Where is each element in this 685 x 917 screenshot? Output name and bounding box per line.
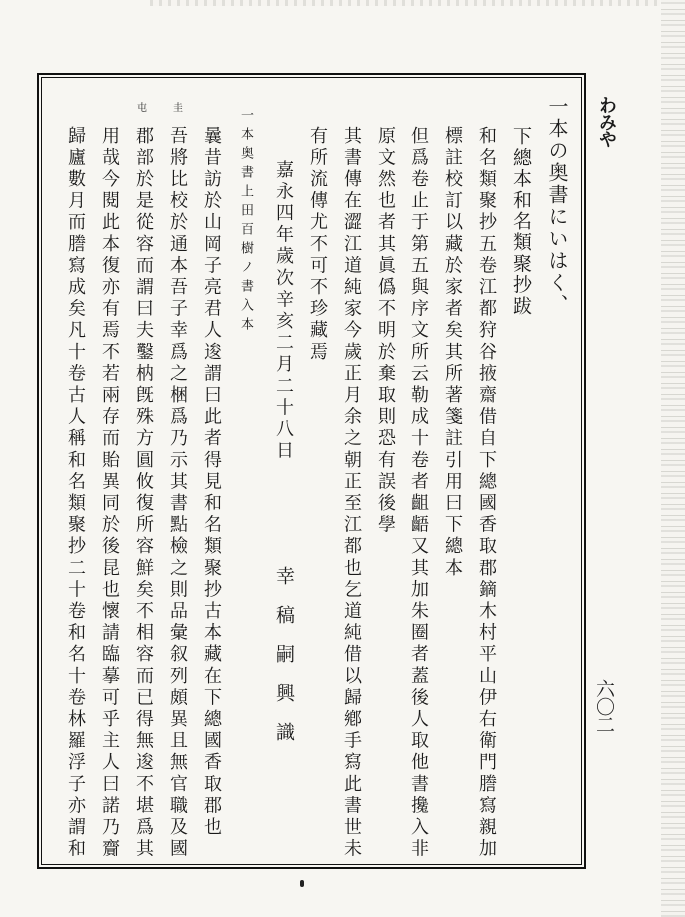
text-column-4: 標註校訂以藏於家者矣其所著箋註引用曰下總本 (442, 126, 463, 580)
text-column-13: 郡部於是從容而謂曰夫鑿枘旣殊方圓攸復所容鮮矣不相容而已得無逡不堪爲其 (133, 126, 154, 861)
text-column-1: 一本の奥書にいはく、 (545, 96, 569, 316)
text-column-5: 但爲卷止于第五與序文所云勒成十卷者齟齬又其加朱圈者蓋後人取他書攙入非 (408, 126, 429, 861)
scan-edge-top (150, 0, 660, 6)
text-column-10: 一本奥書上田百樹ノ書入本 (238, 108, 253, 336)
text-column-9-signature: 幸稿嗣興識 (273, 566, 295, 761)
text-column-6: 原文然也者其眞僞不明於棄取則恐有誤後學 (375, 126, 396, 537)
text-column-3: 和名類聚抄五卷江都狩谷掖齋借自下總國香取郡鏑木村平山伊右衛門謄寫親加 (476, 126, 497, 861)
text-column-14: 用哉今閱此本復亦有焉不若兩存而貽異同於後昆也懷請臨摹可乎主人曰諾乃齎 (99, 126, 120, 861)
text-column-2: 下總本和名類聚抄跋 (510, 126, 532, 317)
ink-speck (300, 880, 304, 887)
text-column-7: 其書傳在澀江道純家今歲正月余之朝正至江都也乞道純借以歸鄕手寫此書世未 (341, 126, 362, 861)
page-number: 六〇二 (593, 679, 615, 733)
text-column-12: 吾將比校於通本吾子幸爲之梱爲乃示其書點檢之則品彙叙列頗異且無官職及國 (167, 126, 188, 861)
scan-edge-right (661, 0, 685, 917)
running-header-title: わみや (596, 96, 617, 147)
text-column-15: 歸廬數月而謄寫成矣凡十卷古人稱和名類聚抄二十卷和名十卷林羅浮子亦謂和 (65, 126, 86, 861)
margin-mark-1: 圭 (173, 103, 183, 114)
margin-mark-2: 屯 (137, 103, 147, 114)
text-column-11: 曩昔訪於山岡子亮君人逡謂曰此者得見和名類聚抄古本藏在下總國香取郡也 (201, 126, 222, 839)
text-column-8: 有所流傳尤不可不珍藏焉 (307, 126, 328, 364)
text-column-9-date: 嘉永四年歲次辛亥二月二十八日 (273, 160, 294, 463)
